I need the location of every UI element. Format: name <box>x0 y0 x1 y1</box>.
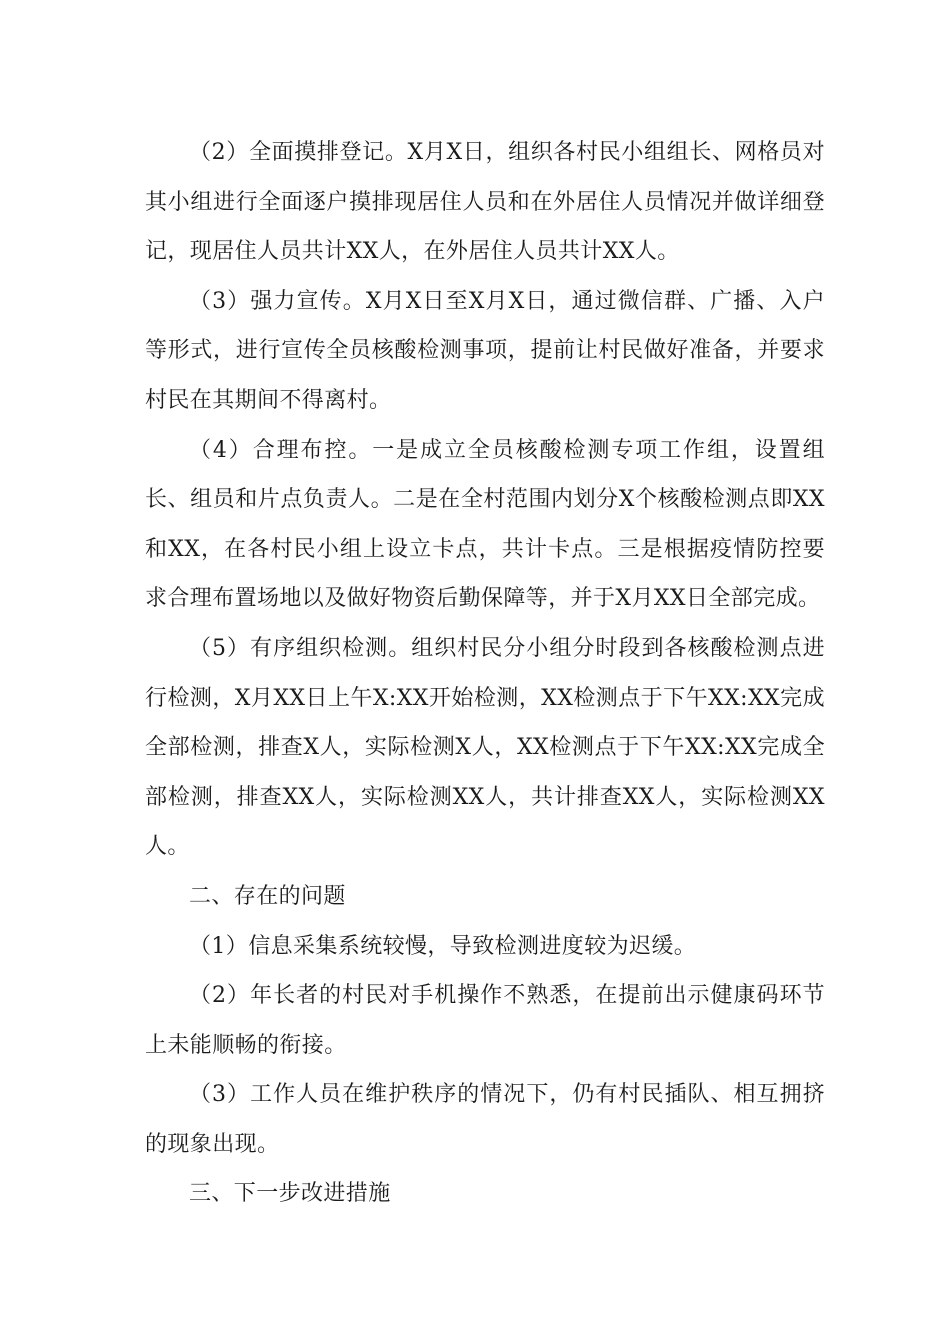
section-heading-problems: 二、存在的问题 <box>189 883 346 909</box>
paragraph-survey-registration: （2）全面摸排登记。X月X日，组织各村民小组组长、网格员对其小组进行全面逐户摸排现居住人员和在外居住人员情况并做详细登记，现居住人员共计XX人，在外居住人员共计XX人。 <box>145 140 825 265</box>
problem-item-2: （2）年长者的村民对手机操作不熟悉，在提前出示健康码环节上未能顺畅的衔接。 <box>145 983 825 1058</box>
paragraph-deployment: （4）合理布控。一是成立全员核酸检测专项工作组，设置组长、组员和片点负责人。二是在全村范围内划分X个核酸检测点即XX和XX，在各村民小组上设立卡点，共计卡点。三是根据疫情防控要求合理布置场地以及做好物资后勤保障等，并于X月XX日全部完成。 <box>145 437 825 612</box>
paragraph-publicity: （3）强力宣传。X月X日至X月X日，通过微信群、广播、入户等形式，进行宣传全员核酸检测事项，提前让村民做好准备，并要求村民在其期间不得离村。 <box>145 288 825 413</box>
paragraph-testing: （5）有序组织检测。组织村民分小组分时段到各核酸检测点进行检测，X月XX日上午X:XX开始检测，XX检测点于下午XX:XX完成全部检测，排查X人，实际检测X人，XX检测点于下午XX:XX完成全部检测，排查XX人，实际检测XX人，共计排查XX人，实际检测XX人。 <box>145 635 825 860</box>
problem-item-3: （3）工作人员在维护秩序的情况下，仍有村民插队、相互拥挤的现象出现。 <box>145 1082 825 1157</box>
section-heading-improvements: 三、下一步改进措施 <box>189 1181 391 1207</box>
problem-item-1: （1）信息采集系统较慢，导致检测进度较为迟缓。 <box>189 933 697 959</box>
document-body <box>145 128 825 1219</box>
